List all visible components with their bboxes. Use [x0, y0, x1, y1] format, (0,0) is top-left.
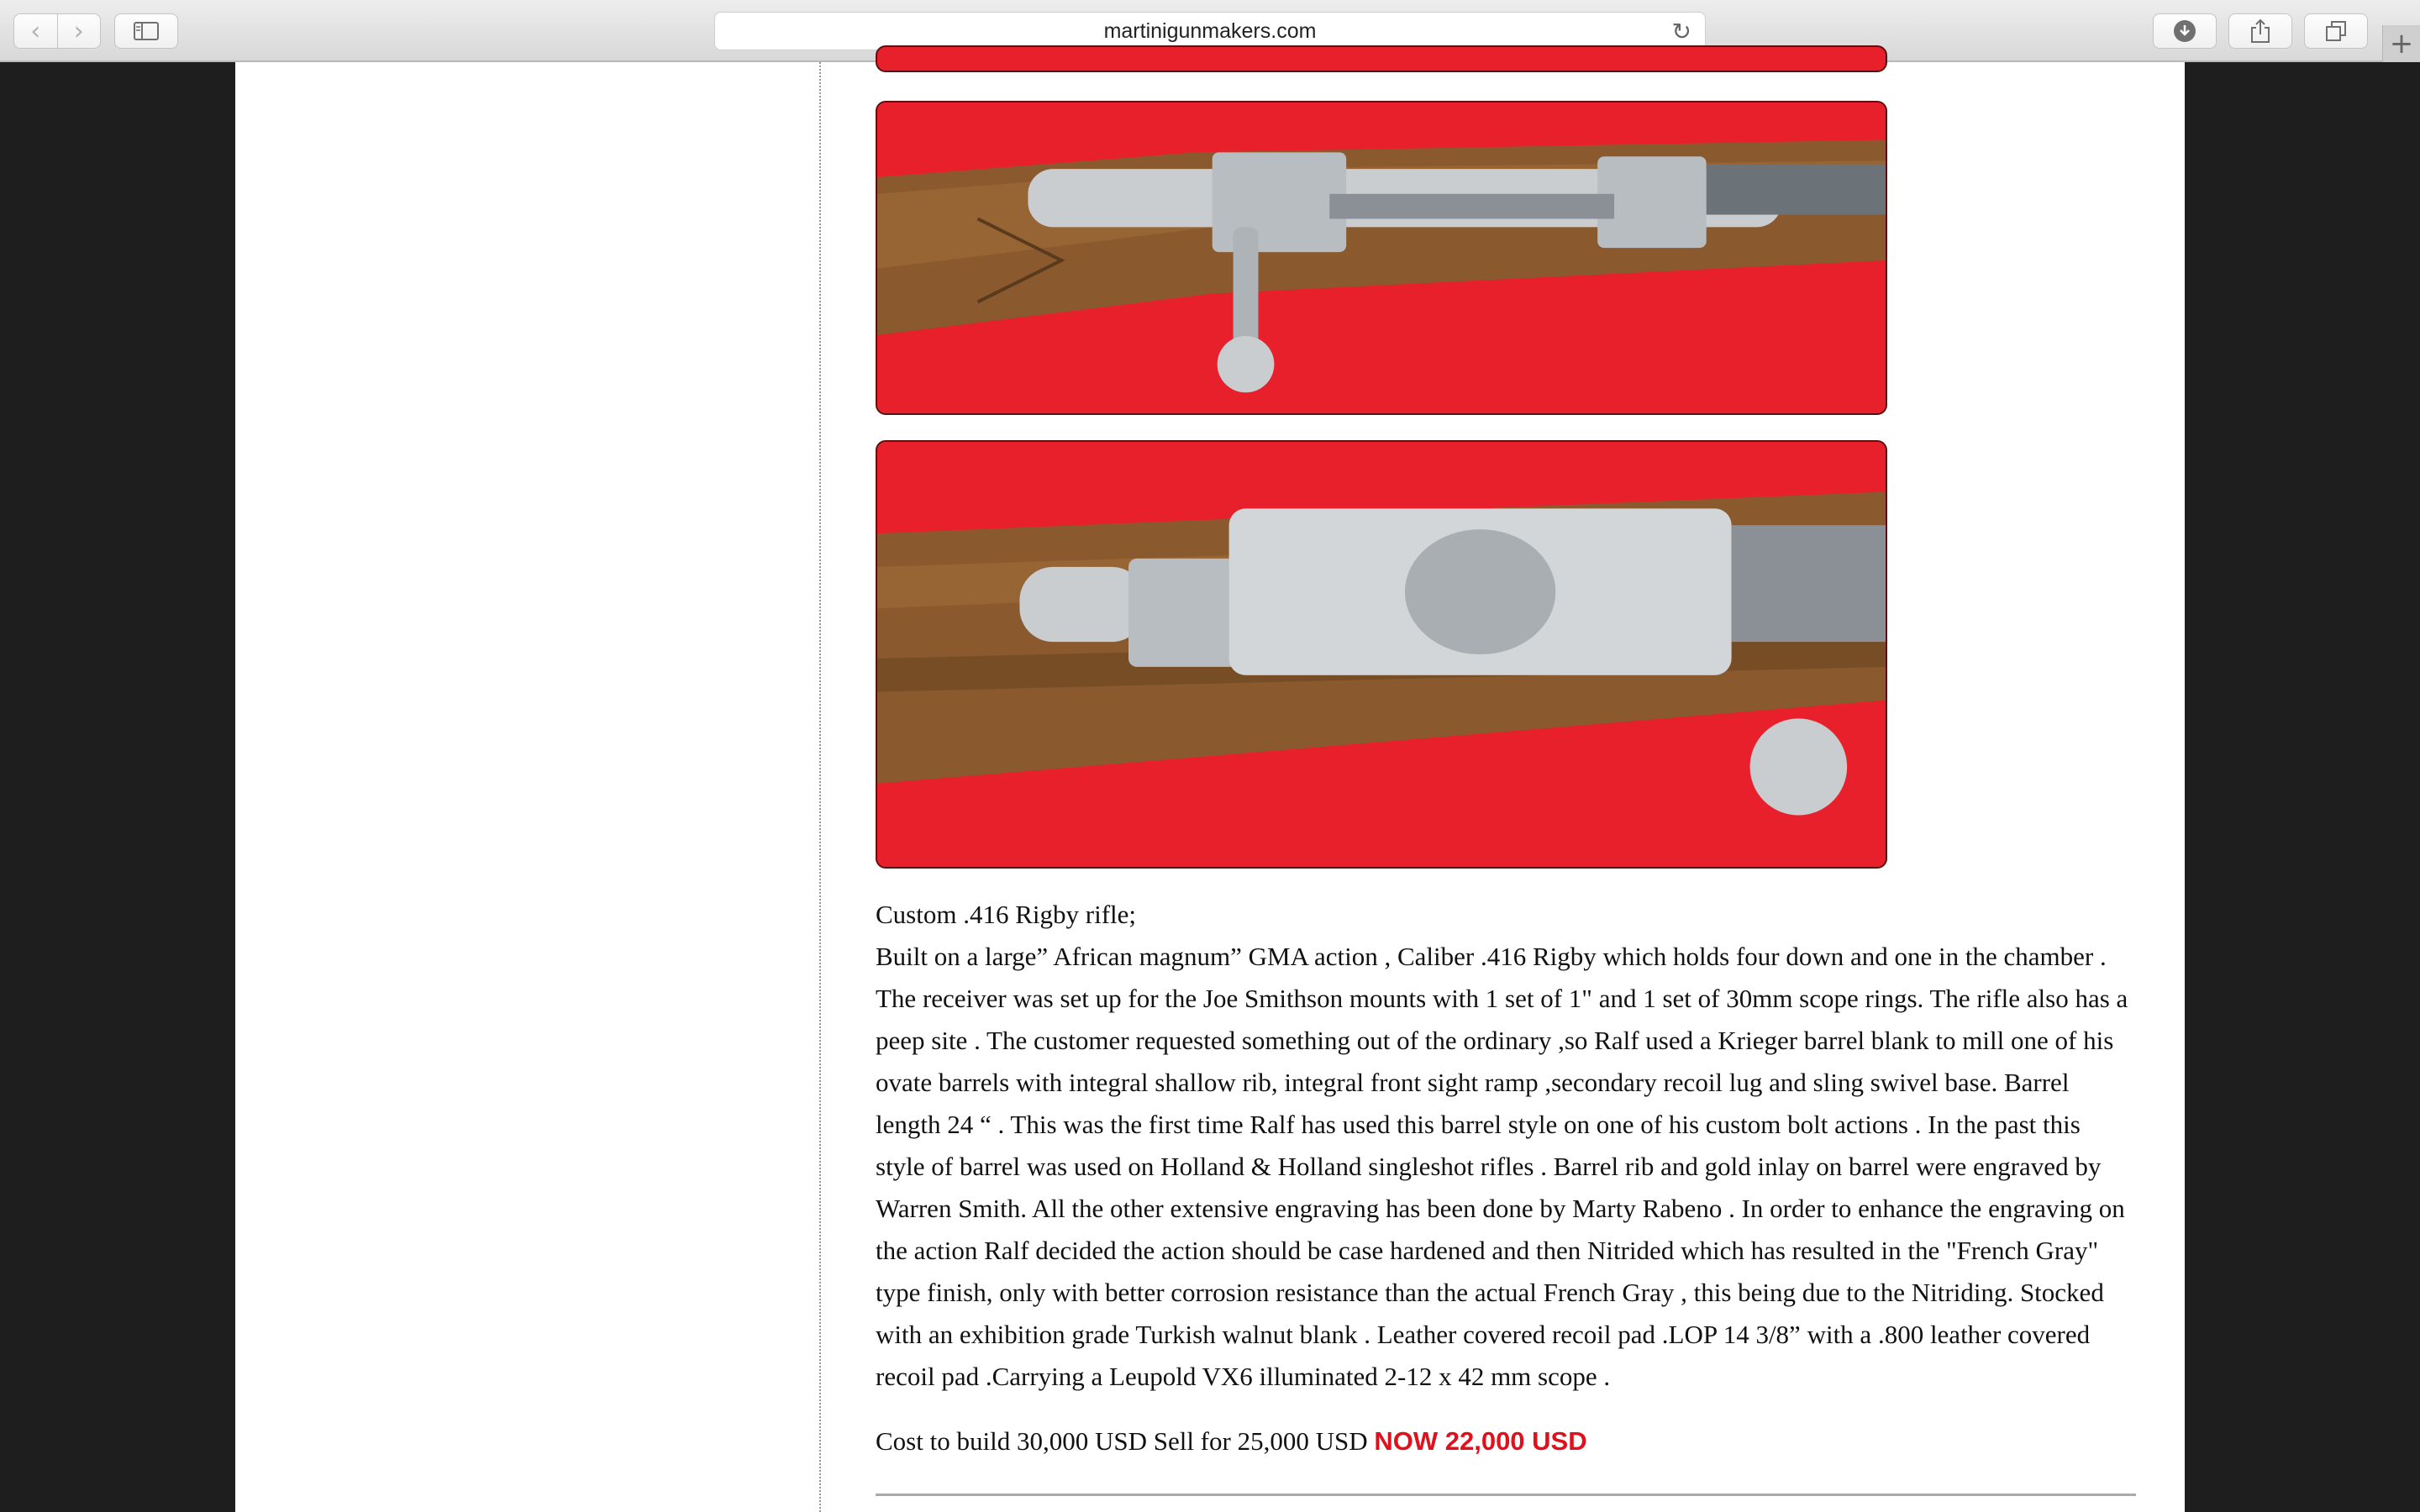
sidebar-icon	[134, 22, 159, 40]
article-text	[876, 894, 2136, 1398]
download-button[interactable]	[2153, 13, 2217, 49]
plus-icon[interactable]: +	[2382, 25, 2420, 62]
horizontal-rule	[876, 1494, 2136, 1496]
tabs-button[interactable]	[2304, 13, 2368, 49]
reload-icon[interactable]: ↻	[1671, 18, 1691, 45]
back-icon[interactable]: ‹	[30, 16, 41, 46]
rifle-photo-partial	[876, 45, 1887, 72]
price-now: NOW 22,000 USD	[1374, 1426, 1587, 1456]
price-line	[876, 1426, 1587, 1457]
share-icon	[2249, 18, 2271, 44]
forward-icon[interactable]: ›	[57, 14, 101, 48]
web-page	[235, 62, 2185, 1512]
download-icon	[2173, 19, 2196, 43]
price-text: Cost to build 30,000 USD Sell for 25,000 USD	[876, 1426, 1368, 1456]
article-title: Custom .416 Rigby rifle;	[876, 900, 1136, 929]
column-divider	[819, 62, 821, 1512]
tabs-icon	[2325, 20, 2347, 42]
nav-buttons	[13, 13, 101, 49]
rifle-photo-engraving[interactable]	[876, 440, 1887, 869]
rifle-photo-action-top[interactable]	[876, 101, 1887, 415]
sidebar-button[interactable]	[114, 13, 178, 49]
article-body: Built on a large” African magnum” GMA action , Caliber .416 Rigby which holds four down and one in the chamber . The receiver was set up for the Joe Smithson mounts with 1 set of 1" and 1 set of 30mm scope rings. The rifle also has a peep site . The customer requested something out of the ordinary ,so Ralf used a Krieger barrel blank to mill one of his ovate barrels with integral shallow rib, integral front sight ramp ,secondary recoil lug and sling swivel base. Barrel length 24 “ . This was the first time Ralf has used this barrel style on one of his custom bolt actions . In the past this style of barrel was used on Holland & Holland singleshot rifles . Barrel rib and gold inlay on barrel were engraved by Warren Smith. All the other extensive engraving has been done by Marty Rabeno . In order to enhance the engraving on the action Ralf decided the action should be case hardened and then Nitrided which has resulted in the "French Gray" type finish, only with better corrosion resistance than the actual French Gray , this being due to the Nitriding. Stocked with an exhibition grade Turkish walnut blank . Leather covered recoil pad .LOP 14 3/8” with a .800 leather covered recoil pad .Carrying a Leupold VX6 illuminated 2-12 x 42 mm scope .	[876, 942, 2128, 1391]
share-button[interactable]	[2228, 13, 2292, 49]
url-text: martinigunmakers.com	[1103, 18, 1317, 43]
